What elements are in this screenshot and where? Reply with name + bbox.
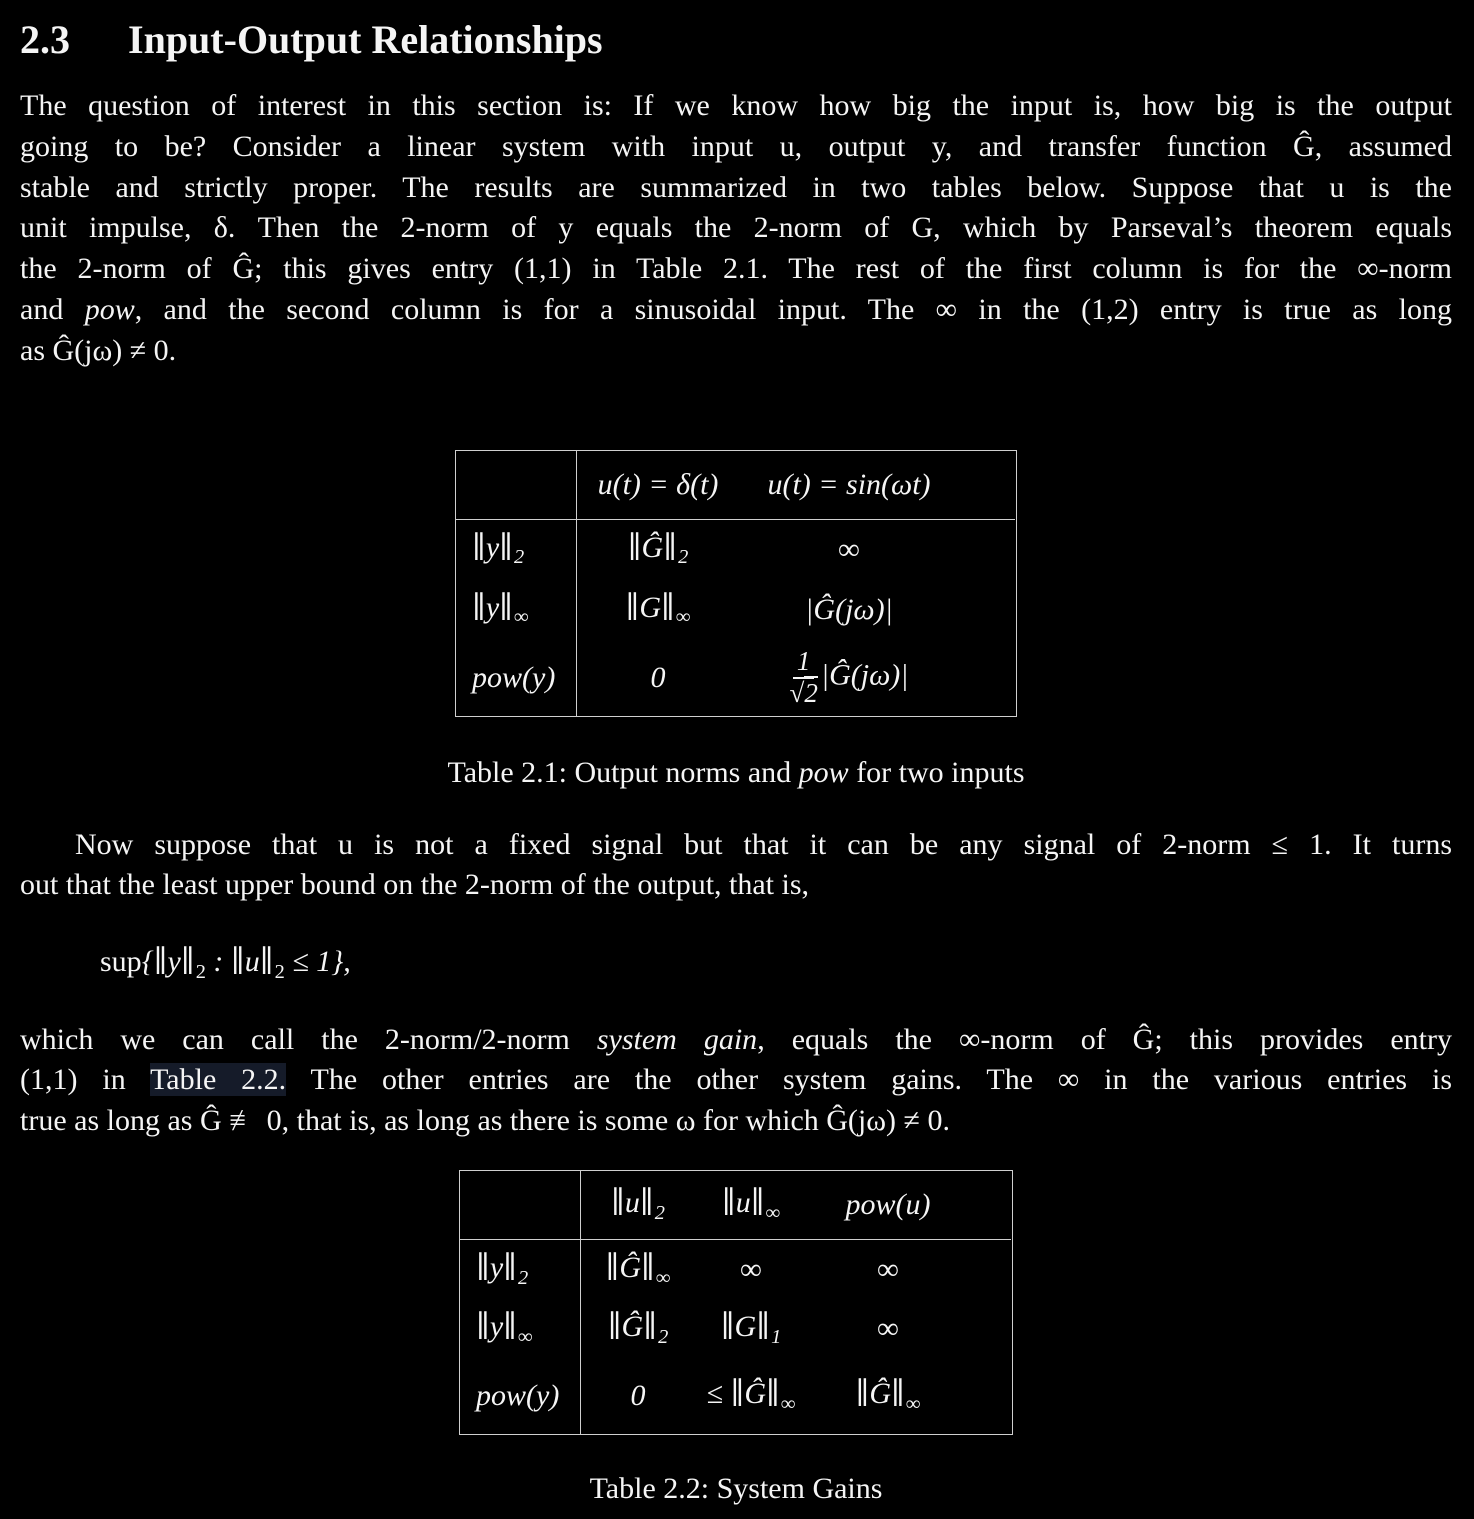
paragraph-2	[20, 825, 1452, 907]
row-label-cell: pow(y)	[460, 1358, 581, 1434]
table-cell: $\parallel Ĝ\parallel_2$	[607, 1310, 669, 1348]
table-header-cell: $\parallel u\parallel_2$	[581, 1171, 695, 1240]
table-cell: $\parallel Ĝ\parallel_\infty$	[605, 1251, 671, 1289]
table-header-cell: pow(u)	[807, 1171, 1011, 1240]
table-cell: $\parallel G\parallel_1$	[720, 1310, 782, 1348]
row-label-cell: pow(y)	[456, 640, 577, 716]
table-2-2-link[interactable]: Table 2.2.	[150, 1063, 287, 1097]
paragraph-1	[20, 86, 1452, 372]
table-2-1	[455, 450, 1017, 717]
table-cell: $\frac{1}{√2}$ |Ĝ(jω)|	[789, 645, 909, 709]
table-cell: $\parallel G\parallel_\infty$	[625, 590, 691, 629]
text-line: The question of interest in this section is: If we know how big the input is, how big is the output	[20, 89, 1452, 122]
table-2-2-caption: Table 2.2: System Gains	[589, 1472, 883, 1506]
paragraph-3	[20, 1020, 1452, 1142]
section-number: 2.3	[20, 17, 70, 62]
display-formula: $sup\{\parallel y\parallel_2$ : $\parallel u\parallel_2 \le 1$},	[100, 945, 351, 983]
table-cell: $\parallel Ĝ\parallel_2$	[627, 530, 689, 569]
text-line: as Ĝ(jω) ≠ 0.	[20, 333, 177, 367]
table-2-1-caption: Table 2.1: Output norms and pow for two inputs	[447, 755, 1025, 789]
text-segment: which we can call the 2-norm/2-norm	[20, 1022, 597, 1056]
table-cell: 0	[650, 660, 666, 694]
table-cell: $\parallel Ĝ\parallel_\infty$	[855, 1377, 921, 1415]
fraction: $\frac{1}{√2}$	[789, 645, 818, 709]
formula-operator: sup	[100, 945, 142, 979]
table-cell: ≤ $\parallel Ĝ\parallel_\infty$	[706, 1377, 796, 1415]
table-header-cell: u(t) = sin(ωt)	[739, 451, 1015, 520]
table-cell: ∞	[740, 1253, 762, 1287]
text-line: going to be? Consider a linear system with input u, output y, and transfer function Ĝ, assumed	[20, 129, 1452, 163]
text-line	[20, 290, 1452, 331]
text-line: true as long as Ĝ ≢ 0, that is, as long as there is some ω for which Ĝ(jω) ≠ 0.	[20, 1104, 950, 1138]
table-corner-cell	[456, 451, 577, 520]
table-cell: ∞	[838, 532, 860, 566]
section-title: Input-Output Relationships	[128, 17, 603, 62]
text-line	[20, 1060, 1452, 1101]
table-cell: ∞	[877, 1312, 899, 1346]
text-segment: , equals the ∞-norm of Ĝ; this provides entry	[757, 1022, 1452, 1056]
text-segment: and	[20, 292, 85, 326]
table-header-cell: $\parallel u\parallel_\infty$	[695, 1171, 807, 1240]
table-cell: ∞	[877, 1253, 899, 1287]
text-line: stable and strictly proper. The results are summarized in two tables below. Suppose that u is the	[20, 170, 1452, 204]
row-label-cell: $\parallel y\parallel_\infty$	[460, 1300, 581, 1358]
text-segment-italic: pow	[84, 292, 135, 326]
text-line: out that the least upper bound on the 2-norm of the output, that is,	[20, 868, 810, 902]
table-corner-cell	[460, 1171, 581, 1240]
text-segment: (1,1) in	[20, 1063, 151, 1097]
table-cell: 0	[630, 1379, 646, 1413]
text-segment: , and the second column is for a sinusoidal input. The ∞ in the (1,2) entry is true as long	[134, 292, 1452, 326]
row-label-cell: $\parallel y\parallel_\infty$	[456, 580, 577, 640]
table-header-cell: u(t) = δ(t)	[577, 451, 739, 520]
text-line	[20, 1020, 1452, 1061]
section-heading	[20, 16, 1452, 64]
table-cell: |Ĝ(jω)|	[805, 592, 893, 626]
row-label-cell: $\parallel y\parallel_2$	[456, 520, 577, 580]
table-2-2	[459, 1170, 1013, 1435]
text-line: Now suppose that u is not a fixed signal but that it can be any signal of 2-norm ≤ 1. It turns	[75, 827, 1452, 861]
text-line: unit impulse, δ. Then the 2-norm of y equals the 2-norm of G, which by Parseval’s theorem equals	[20, 211, 1452, 245]
text-line: the 2-norm of Ĝ; this gives entry (1,1) in Table 2.1. The rest of the first column is for the ∞-norm	[20, 252, 1452, 286]
row-label-cell: $\parallel y\parallel_2$	[460, 1240, 581, 1300]
text-segment: The other entries are the other system gains. The ∞ in the various entries is	[286, 1063, 1453, 1097]
text-segment-italic: system gain	[596, 1022, 758, 1056]
